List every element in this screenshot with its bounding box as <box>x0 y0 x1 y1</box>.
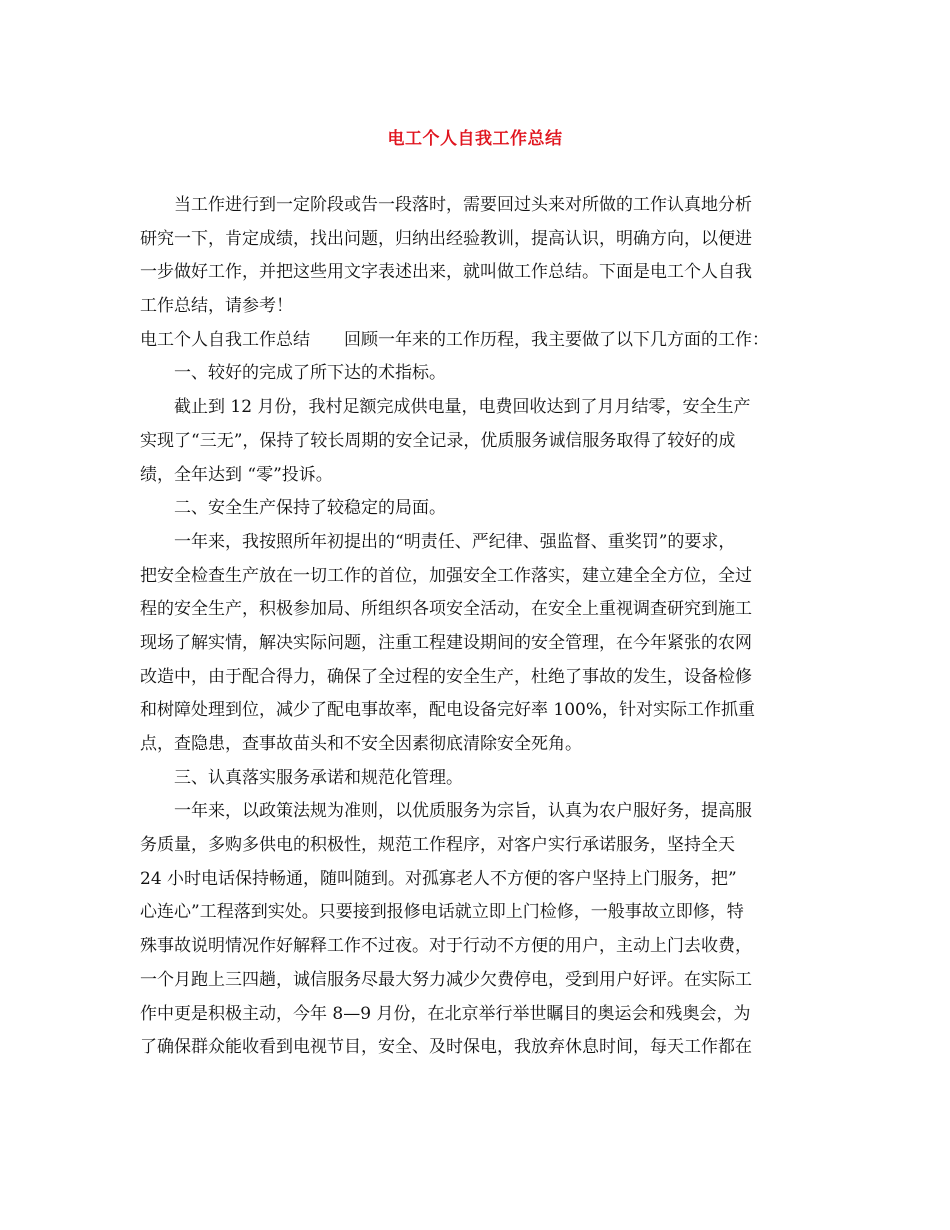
paragraph-line: 和树障处理到位，减少了配电事故率，配电设备完好率 100%，针对实际工作抓重 <box>140 700 756 721</box>
paragraph-line: 电工个人自我工作总结 回顾一年来的工作历程，我主要做了以下几方面的工作： <box>140 329 769 350</box>
section-heading: 三、认真落实服务承诺和规范化管理。 <box>174 767 463 788</box>
paragraph-line: 改造中，由于配合得力，确保了全过程的安全生产，杜绝了事故的发生，设备检修 <box>140 666 752 687</box>
paragraph-line: 殊事故说明情况作好解释工作不过夜。对于行动不方便的用户，主动上门去收费， <box>140 936 752 957</box>
paragraph-line: 一年来，以政策法规为准则，以优质服务为宗旨，认真为农户服好务，提高服 <box>174 801 752 822</box>
document-body <box>140 189 820 1065</box>
document-title: 电工个人自我工作总结 <box>387 129 563 149</box>
paragraph-line: 当工作进行到一定阶段或告一段落时，需要回过头来对所做的工作认真地分析 <box>174 195 752 215</box>
paragraph-line: 了确保群众能收看到电视节目，安全、及时保电，我放弃休息时间，每天工作都在 <box>140 1037 752 1058</box>
paragraph-line: 24 小时电话保持畅通，随叫随到。对孤寡老人不方便的客户坚持上门服务，把” <box>140 868 737 889</box>
paragraph-line: 把安全检查生产放在一切工作的首位，加强安全工作落实，建立建全全方位，全过 <box>140 565 752 586</box>
paragraph-line: 务质量，多购多供电的积极性，规范工作程序，对客户实行承诺服务，坚持全天 <box>140 835 735 856</box>
paragraph-line: 程的安全生产，积极参加局、所组织各项安全活动，在安全上重视调查研究到施工 <box>140 599 752 620</box>
section-heading: 二、安全生产保持了较稳定的局面。 <box>174 498 446 519</box>
paragraph-line: 一年来，我按照所年初提出的“明责任、严纪律、强监督、重奖罚”的要求， <box>174 531 736 552</box>
paragraph-line: 点，查隐患，查事故苗头和不安全因素彻底清除安全死角。 <box>140 734 582 754</box>
paragraph-line: 截止到 12 月份，我村足额完成供电量，电费回收达到了月月结零，安全生产 <box>174 397 751 418</box>
paragraph-line: 工作总结，请参考！ <box>140 296 293 317</box>
paragraph-line: 一个月跑上三四趟，诚信服务尽最大努力减少欠费停电，受到用户好评。在实际工 <box>140 969 752 990</box>
paragraph-line: 心连心”工程落到实处。只要接到报修电话就立即上门检修，一般事故立即修，特 <box>140 902 744 923</box>
paragraph-line: 现场了解实情，解决实际问题，注重工程建设期间的安全管理，在今年紧张的农网 <box>140 632 752 653</box>
paragraph-line: 绩，全年达到 “零”投诉。 <box>140 464 333 485</box>
paragraph-line: 作中更是积极主动，今年 8—9 月份，在北京举行举世瞩目的奥运会和残奥会，为 <box>140 1003 751 1024</box>
paragraph-line: 研究一下，肯定成绩，找出问题，归纳出经验教训，提高认识，明确方向，以便进 <box>140 228 752 249</box>
paragraph-line: 实现了“三无”，保持了较长周期的安全记录，优质服务诚信服务取得了较好的成 <box>140 430 736 451</box>
paragraph-line: 一步做好工作，并把这些用文字表述出来，就叫做工作总结。下面是电工个人自我 <box>140 262 752 283</box>
section-heading: 一、较好的完成了所下达的术指标。 <box>174 363 446 384</box>
